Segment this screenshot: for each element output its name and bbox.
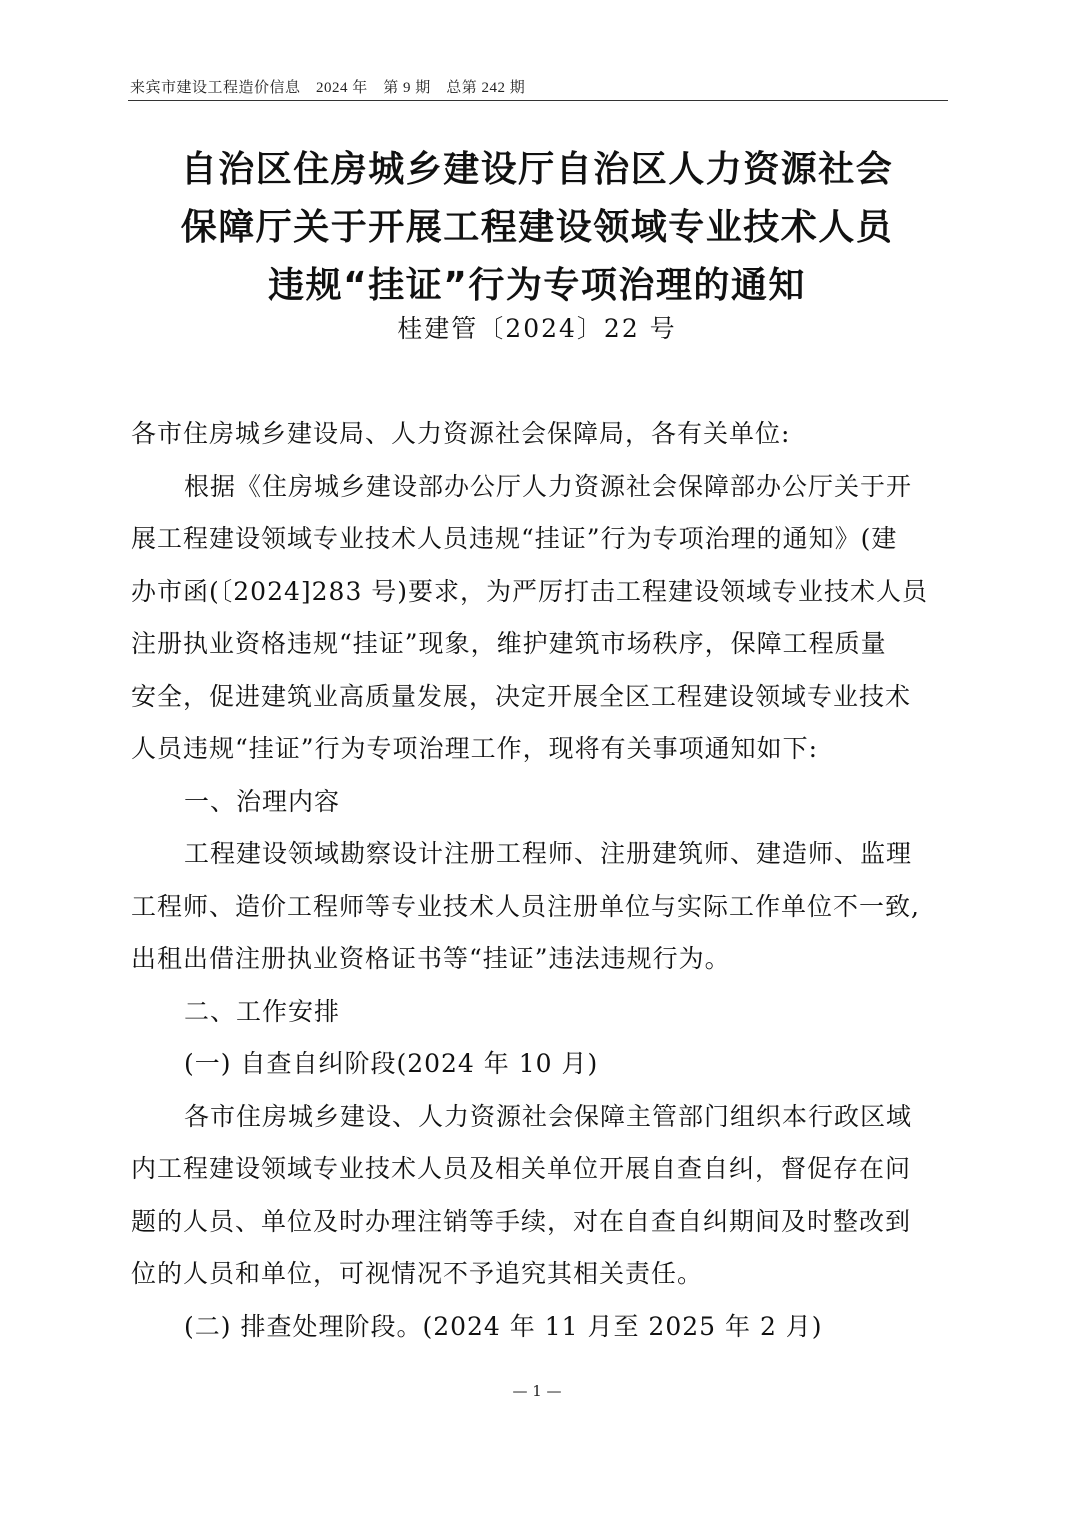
paragraph-line: 内工程建设领域专业技术人员及相关单位开展自查自纠，督促存在问 (131, 1154, 912, 1183)
document-number: 桂建管〔2024〕22 号 (397, 314, 677, 343)
paragraph-line: 出租出借注册执业资格证书等“挂证”违法违规行为。 (131, 944, 731, 973)
paragraph-line: 人员违规“挂证”行为专项治理工作，现将有关事项通知如下: (131, 734, 818, 763)
document-body (131, 408, 943, 1353)
paragraph-line: 注册执业资格违规“挂证”现象，维护建筑市场秩序，保障工程质量 (131, 629, 887, 658)
paragraph-line: 工程建设领域勘察设计注册工程师、注册建筑师、建造师、监理 (184, 839, 913, 868)
paragraph-line: 展工程建设领域专业技术人员违规“挂证”行为专项治理的通知》(建 (131, 524, 898, 553)
paragraph-line: 工程师、造价工程师等专业技术人员注册单位与实际工作单位不一致, (131, 891, 920, 921)
running-header: 来宾市建设工程造价信息 2024 年 第 9 期 总第 242 期 (130, 80, 526, 96)
paragraph-line: 位的人员和单位，可视情况不予追究其相关责任。 (131, 1259, 704, 1288)
page-number: — 1 — (512, 1382, 562, 1400)
section-heading: 二、工作安排 (184, 996, 341, 1026)
paragraph-line: 根据《住房城乡建设部办公厅人力资源社会保障部办公厅关于开 (184, 471, 913, 501)
section-heading: 一、治理内容 (184, 786, 341, 816)
paragraph-line: 题的人员、单位及时办理注销等手续，对在自查自纠期间及时整改到 (131, 1206, 912, 1236)
subsection-heading: (二) 排查处理阶段。(2024 年 11 月至 2025 年 2 月) (184, 1311, 823, 1341)
subsection-heading: (一) 自查自纠阶段(2024 年 10 月) (184, 1049, 599, 1078)
document-title (100, 141, 974, 315)
header-divider (128, 100, 948, 101)
paragraph-line: 各市住房城乡建设、人力资源社会保障主管部门组织本行政区域 (184, 1101, 913, 1131)
title-line-2: 保障厅关于开展工程建设领域专业技术人员 (180, 207, 894, 248)
title-line-3: 违规“挂证”行为专项治理的通知 (268, 265, 806, 306)
title-line-1: 自治区住房城乡建设厅自治区人力资源社会 (180, 149, 894, 190)
paragraph-line: 安全，促进建筑业高质量发展，决定开展全区工程建设领域专业技术 (131, 681, 912, 711)
addressee-line: 各市住房城乡建设局、人力资源社会保障局，各有关单位: (131, 419, 791, 448)
paragraph-line: 办市函(〔2024]283 号)要求，为严厉打击工程建设领域专业技术人员 (131, 576, 929, 606)
